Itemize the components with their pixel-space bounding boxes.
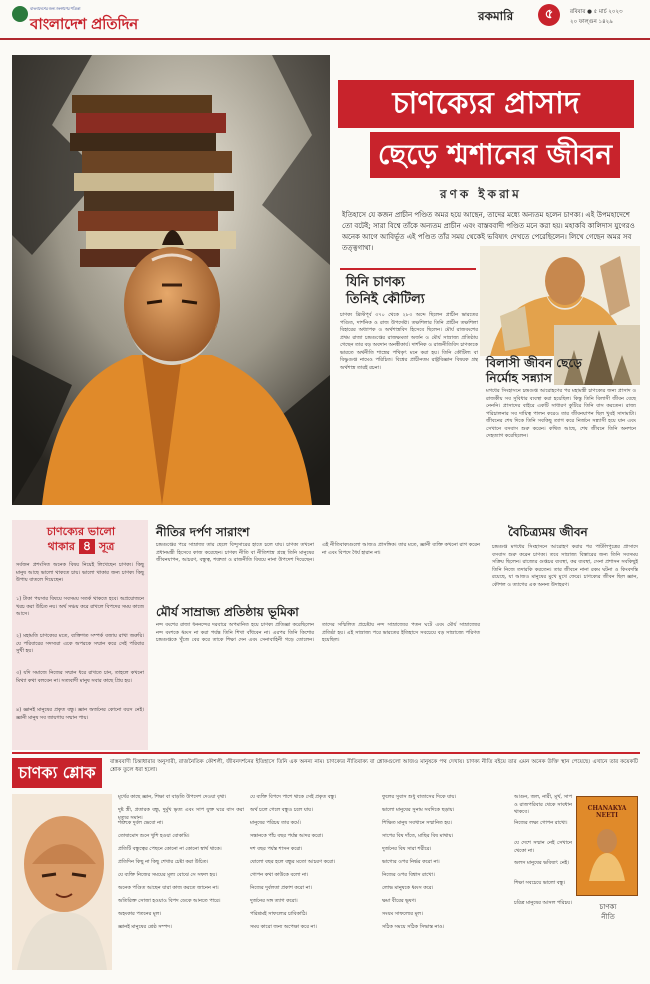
shloka-item: নিজের ওপর বিশ্বাস রাখো। bbox=[382, 872, 435, 878]
shloka-item: সময় কারো জন্য অপেক্ষা করে না। bbox=[250, 924, 317, 930]
feature-title-line1: চাণক্যের প্রাসাদ bbox=[338, 80, 634, 128]
policy-heading: নীতির দর্পণ সারাংশ bbox=[156, 525, 250, 539]
shloka-item: ষোলো বছর হলে বন্ধুর মতো আচরণ করো। bbox=[250, 859, 336, 865]
shloka-heading: চাণক্য শ্লোক bbox=[12, 758, 102, 788]
byline: রণক ইকরাম bbox=[440, 187, 522, 201]
four-tips-item: ১) টাকা পয়সার বিষয়ে সবসময় সতর্ক থাকতে হবে। অপ্রয়োজনে খরচ করা উচিত নয়। অর্থ সঞ্চয় করে রাখলে বিপদের সময় কাজে আসে। bbox=[16, 596, 144, 617]
shloka-item: নিজের লক্ষ্য গোপন রাখো। bbox=[514, 820, 568, 826]
shloka-item: শিক্ষিত মানুষ সবখানে সম্মানিত হয়। bbox=[382, 820, 452, 826]
shloka-item: সন্তানকে পাঁচ বছর পর্যন্ত আদর করো। bbox=[250, 833, 324, 839]
shloka-item: অনেক পণ্ডিত আছেন যারা কাজ করতে জানেন না। bbox=[118, 885, 219, 891]
lavish-heading-line1: বিলাসী জীবন ছেড়ে bbox=[486, 356, 582, 370]
shloka-item: দুষ্ট স্ত্রী, প্রতারক বন্ধু, দুর্মুখ ভৃত্য এবং সাপ যুক্ত ঘরে বাস করা মৃত্যুর সমান। bbox=[118, 807, 244, 821]
masthead-logo[interactable] bbox=[30, 6, 138, 38]
shloka-item: ভালো মানুষের সুনাম সবদিকে ছড়ায়। bbox=[382, 807, 455, 813]
shloka-item: তোষামোদ শুনে খুশি হওয়া বোকামি। bbox=[118, 833, 190, 839]
page-number-badge: ৫ bbox=[538, 4, 560, 26]
shloka-item: অলস মানুষের ভবিষ্যৎ নেই। bbox=[514, 860, 570, 866]
shloka-column-1 bbox=[118, 794, 244, 933]
maurya-heading: মৌর্য সাম্রাজ্য প্রতিষ্ঠায় ভূমিকা bbox=[156, 605, 299, 619]
four-tips-heading-post: সূত্র bbox=[99, 540, 115, 553]
lavish-body: মগধের সিংহাসনে চন্দ্রগুপ্ত আরোহণের পর মহামন্ত্রী চাণক্যের জন্য প্রাসাদ ও রাজকীয় সব সুবিধার ব্যবস্থা করা হয়েছিল। কিন্তু তিনি বিলাসী জীবন বেছে নেননি। প্রাসাদের বাইরে একটি সাধারণ কুটিরে তিনি বাস করতেন। রাজ্য পরিচালনার সব দায়িত্ব পালন করেও তার জীবনযাপন ছিল খুবই সাদামাটা। জীবনের শেষ দিকে তিনি সবকিছু ত্যাগ করে নির্জনে সন্ন্যাসী হয়ে যান এবং সেখানে বসবাস শুরু করেন। কথিত আছে, শেষ জীবনে তিনি অনশনে দেহত্যাগ করেছিলেন। bbox=[486, 388, 636, 439]
book-cover-figure bbox=[587, 825, 627, 881]
book-label-line1: চাণক্য bbox=[599, 903, 617, 911]
shloka-item: সাপের বিষ দাঁতে, মাছির বিষ মাথায়। bbox=[382, 833, 454, 839]
shloka-item: অতিরিক্ত সোজা হওয়াও বিপদ ডেকে আনতে পারে। bbox=[118, 898, 221, 904]
shloka-item: লোভ মানুষকে ধ্বংস করে। bbox=[382, 885, 434, 891]
four-tips-heading-line1: চাণক্যের ভালো bbox=[46, 525, 116, 538]
kautilya-heading-line2: তিনিই কৌটিল্য bbox=[346, 292, 425, 307]
logo-emblem-icon bbox=[12, 6, 28, 22]
shloka-item: দুর্জনের সঙ্গ ত্যাগ করো। bbox=[250, 898, 298, 904]
feature-lede: ইতিহাসে যে কজন প্রাচীন পণ্ডিত অমর হয়ে আছেন, তাদের মধ্যে অন্যতম হলেন চাণক্য। এই উপমহাদেশে তো বটেই; সারা বিশ্বে তাঁকে অন্যতম প্রাচীন এবং বাস্তববাদী পণ্ডিত মনে করা হয়। মহাকবি কালিদাস যুগেরও অনেক আগে আবির্ভূত এই পণ্ডিত তাঁর সময় থেকেই ভবিষ্যৎ দেখতে পেরেছিলেন। লিখে গেছেন অমর সব তত্ত্বগাথা। bbox=[342, 211, 635, 252]
kautilya-rule bbox=[340, 268, 476, 270]
shloka-item: প্রতিটি বন্ধুত্বের পেছনে কোনো না কোনো স্বার্থ থাকে। bbox=[118, 846, 222, 852]
shloka-column-3 bbox=[382, 794, 508, 933]
shloka-item: অর্থ চলে গেলে বন্ধুও চলে যায়। bbox=[250, 807, 313, 813]
feature-title-line2: ছেড়ে শ্মশানের জীবন bbox=[370, 132, 620, 178]
policy-body: চন্দ্রগুপ্তের পরে সাম্রাজ্য তার ছেলে বিন্দুসারের হাতে চলে যায়। চাণক্য তখনো প্রধানমন্ত্রী হিসেবে কাজ করেছেন। চাণক্য নীতি বা নীতিশাস্ত্র গ্রন্থে তিনি মানুষের জীবনযাপন, আচরণ, বন্ধুত্ব, শত্রুতা ও রাজনীতি বিষয়ে নানা উপদেশ দিয়েছেন। এই নীতিবাক্যগুলো আজও প্রাসঙ্গিক। তার মতে, জ্ঞানী ব্যক্তি কখনো রাগ করেন না এবং বিপদে ধৈর্য হারান না। bbox=[156, 542, 480, 563]
shloka-item: ভাগ্যের ওপর নির্ভর করো না। bbox=[382, 859, 440, 865]
four-tips-heading-line2 bbox=[16, 539, 146, 554]
shloka-item: ক্ষমা বীরের ভূষণ। bbox=[382, 898, 417, 904]
four-tips-item: ৪) জ্ঞানই মানুষের প্রকৃত বন্ধু। জ্ঞান অর্জনের কোনো বয়স নেই। জ্ঞানী মানুষ সব জায়গায় সম্মান পায়। bbox=[16, 707, 144, 721]
shloka-rule bbox=[12, 752, 640, 754]
shloka-item: সঠিক সময়ে সঠিক সিদ্ধান্ত নাও। bbox=[382, 924, 445, 930]
chanakya-illustration bbox=[12, 55, 330, 505]
shloka-item: শত্রুকে দুর্বল ভেবো না। bbox=[118, 820, 164, 826]
shloka-item: জ্ঞানই মানুষের শ্রেষ্ঠ সম্পদ। bbox=[118, 924, 172, 930]
shloka-item: চরিত্র মানুষের আসল পরিচয়। bbox=[514, 900, 572, 906]
section-name: রকমারি bbox=[478, 9, 514, 23]
shloka-item: ফুলের সুবাস শুধু বাতাসের দিকে যায়। bbox=[382, 794, 457, 800]
issue-date-line1: রবিবার ● ৫ মার্চ ২০২৩ bbox=[570, 9, 623, 15]
four-tips-item: ৩) যদি সমাজে নিজের সম্মান ধরে রাখতে চান, তাহলে কখনো মিথ্যা কথা বলবেন না। সত্যবাদী মানুষ সবার কাছে প্রিয় হয়। bbox=[16, 670, 144, 684]
shloka-item: যে দেশে সম্মান নেই সেখানে থেকো না। bbox=[514, 840, 572, 854]
shloka-item: অহংকার পতনের মূল। bbox=[118, 911, 162, 917]
shloka-item: প্রতিদিন কিছু না কিছু শেখার চেষ্টা করা উচিত। bbox=[118, 859, 209, 865]
kautilya-heading-line1: যিনি চাণক্য bbox=[346, 275, 405, 290]
shloka-item: মূর্খের কাছে জ্ঞান, শিক্ষা বা বাড়তি উপদেশ দেওয়া বৃথা। bbox=[118, 794, 227, 800]
book-cover bbox=[576, 796, 638, 896]
variety-heading: বৈচিত্র্যময় জীবন bbox=[508, 525, 588, 539]
four-tips-intro: সর্বজন প্রশংসিত অনেক বিষয় নিয়েই লিখেছেন চাণক্য। কিছু মানুষ আছে ভালো থাকতে চায়। ভালো থাকার জন্য চাণক্য কিছু উপায় বাতলে দিয়েছেন। bbox=[16, 562, 144, 583]
shloka-item: গোপন কথা কাউকে বলো না। bbox=[250, 872, 309, 878]
four-tips-number: ৪ bbox=[79, 539, 95, 554]
lavish-heading bbox=[486, 356, 636, 386]
four-tips-heading bbox=[16, 524, 146, 554]
masthead-tagline: বাংলাদেশের জন্য জনগণের পত্রিকা bbox=[30, 6, 81, 11]
shloka-item: দুর্জনের বিষ সারা শরীরে। bbox=[382, 846, 432, 852]
shloka-item: যে ব্যক্তি বিপদে পাশে থাকে সেই প্রকৃত বন্ধু। bbox=[250, 794, 337, 800]
book-label-line2: নীতি bbox=[601, 913, 615, 921]
shloka-item: পরিশ্রমই সাফল্যের চাবিকাঠি। bbox=[250, 911, 308, 917]
shloka-item: শিক্ষা সবচেয়ে ভালো বন্ধু। bbox=[514, 880, 566, 886]
shloka-item: দশ বছর পর্যন্ত শাসন করো। bbox=[250, 846, 303, 852]
shloka-column-2 bbox=[250, 794, 376, 933]
variety-body: চন্দ্রগুপ্ত মগধের সিংহাসনে আরোহণ করার পর পাটলিপুত্রের প্রাসাদে বসবাস শুরু করেন চাণক্য। তবে সাম্রাজ্য বিস্তারের জন্য তিনি সবসময় সক্রিয় ছিলেন। রাজ্যের গুপ্তচর ব্যবস্থা, কর ব্যবস্থা, সেনা প্রশাসন সবকিছুই তিনি নিজে তদারকি করতেন। তার জীবনে নানা রকম ঘটনা ও কিংবদন্তি রয়েছে, যা আজও মানুষের মুখে মুখে ফেরে। চাণক্যের জীবন ছিল জ্ঞান, কৌশল ও ত্যাগের এক অনন্য উদাহরণ। bbox=[492, 544, 638, 588]
lavish-heading-line2: নির্মোহ সন্ন্যাস bbox=[486, 371, 552, 385]
shloka-column-4 bbox=[514, 794, 572, 916]
kautilya-heading bbox=[346, 274, 476, 308]
kautilya-body: চাণক্য খ্রিস্টপূর্ব ৩৭০ থেকে ২৮৩ অব্দে ছিলেন প্রাচীন ভারতের পণ্ডিত, দার্শনিক ও রাজ উপদেষ্টা। তক্ষশিলার তিনি প্রাচীন তক্ষশিলা বিহারের অধ্যাপক ও অর্থশাস্ত্রবিদ হিসেবে ছিলেন। মৌর্য রাজবংশের প্রথম রাজা চন্দ্রগুপ্তের রাজক্ষমতা অর্জন ও মৌর্য সাম্রাজ্য প্রতিষ্ঠায় গেছেন তার বড় অবদান অনস্বীকার্য। দার্শনিক ও রাজনীতিবিদ চাণক্যকে ভারতে অর্থনীতি শাস্ত্রের পথিকৃৎ মনে করা হয়। তিনি কৌটিল্য বা বিষ্ণুগুপ্ত নামেও পরিচিত। বিশ্বের প্রাচীনতম রাষ্ট্রবিজ্ঞান বিষয়ক গ্রন্থ অর্থশাস্ত্র তারই রচনা। bbox=[340, 312, 478, 371]
shloka-item: মানুষের পরিচয় তার কর্মে। bbox=[250, 820, 301, 826]
shloka-item: সংযম সাফল্যের মূল। bbox=[382, 911, 423, 917]
book-cover-title: CHANAKYA NEETI bbox=[587, 805, 627, 819]
four-tips-heading-pre: থাকার bbox=[47, 540, 75, 553]
chanakya-portrait bbox=[12, 794, 112, 970]
masthead-title: বাংলাদেশ প্রতিদিন bbox=[30, 15, 138, 33]
four-tips-item: ২) মহামতি চাণক্যের মতে, ব্যক্তিগত সম্পর্ক বজায় রাখা জরুরি। যে পরিবারের সদস্যরা একে অপরকে সম্মান করে সেই পরিবার সুখী হয়। bbox=[16, 633, 144, 654]
issue-date bbox=[570, 7, 623, 27]
shloka-item: আগুন, জল, নারী, মূর্খ, সাপ ও রাজপরিবার থেকে সাবধান থাকবে। bbox=[514, 794, 572, 815]
shloka-intro: বাস্তববাদী চিন্তাধারার অনুসারী, রাজনৈতিক কৌশলী, জীবনদর্শনের ইতিহাসে তিনি এক অনন্য নাম। চাণক্যের নীতিবাক্য বা শ্লোকগুলো আজও মানুষকে পথ দেখায়। চাণক্য নীতি বইয়ে তার এমন অনেক উক্তি স্থান পেয়েছে। এখানে তার কয়েকটি শ্লোক তুলে ধরা হলো। bbox=[110, 759, 638, 773]
shloka-item: নিজের দুর্বলতা প্রকাশ করো না। bbox=[250, 885, 312, 891]
maurya-body: নন্দ বংশের রাজা ধননন্দের দরবারে অপমানিত হয়ে চাণক্য প্রতিজ্ঞা করেছিলেন নন্দ বংশকে ধ্বংস না করা পর্যন্ত তিনি শিখা বাঁধবেন না। এরপর তিনি কিশোর চন্দ্রগুপ্তকে খুঁজে বের করে তাকে শিক্ষা দেন এবং সেনাবাহিনী গড়ে তোলেন। তাদের সম্মিলিত প্রচেষ্টায় নন্দ সাম্রাজ্যের পতন ঘটে এবং মৌর্য সাম্রাজ্যের প্রতিষ্ঠা হয়। এই সাম্রাজ্য পরে ভারতের ইতিহাসে সবচেয়ে বড় সাম্রাজ্যে পরিণত হয়েছিল। bbox=[156, 622, 480, 643]
issue-date-line2: ২০ ফাল্গুন ১৪২৯ bbox=[570, 19, 613, 25]
book-label bbox=[580, 902, 636, 922]
four-tips-list bbox=[16, 596, 144, 741]
shloka-item: যে ব্যক্তি নিজের সময়ের মূল্য বোঝে সে সফল হয়। bbox=[118, 872, 217, 878]
